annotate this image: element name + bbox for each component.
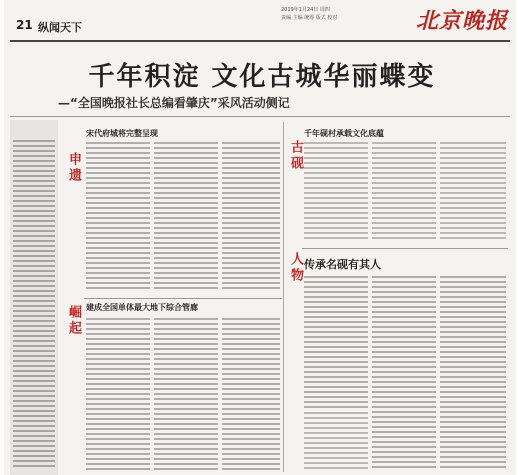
article-1-body-col-3 bbox=[222, 142, 280, 292]
article-4-title: 传承名砚有其人 bbox=[304, 258, 381, 271]
article-4-body-col-1 bbox=[304, 276, 368, 408]
staff-credits: 责编 主编 统筹 版式 校对 bbox=[281, 15, 338, 21]
headline-rule bbox=[10, 116, 510, 117]
label-jueqi: 崛起 bbox=[66, 305, 81, 337]
article-1-title: 宋代府城将完整呈现 bbox=[86, 129, 158, 138]
masthead-logo: 北京晚报 bbox=[416, 8, 509, 34]
article-1-body-col-2 bbox=[154, 142, 218, 292]
article-3-body-col-1 bbox=[304, 142, 368, 242]
label-shenyi: 申遗 bbox=[66, 152, 81, 184]
article-2-title: 建成全国单体最大地下综合管廊 bbox=[86, 303, 198, 312]
label-guyan: 古砚 bbox=[288, 140, 303, 172]
article-4-body-col-3 bbox=[440, 276, 506, 470]
article-divider-1 bbox=[84, 298, 282, 299]
article-4-body-col-2 bbox=[372, 276, 436, 470]
article-4-body-col-1-end bbox=[304, 412, 368, 470]
label-renwu: 人物 bbox=[288, 252, 303, 284]
page-number: 21 bbox=[16, 18, 33, 32]
article-3-body-col-2 bbox=[372, 142, 436, 242]
newspaper-page bbox=[4, 0, 516, 475]
article-1-body-col-1 bbox=[86, 142, 150, 292]
article-3-title: 千年砚村承载文化底蕴 bbox=[304, 129, 384, 138]
article-2-body-col-3 bbox=[222, 318, 280, 470]
article-3-body-col-3 bbox=[440, 142, 506, 242]
main-headline: 千年积淀 文化古城华丽蝶变 bbox=[88, 62, 436, 92]
subheadline: —“全国晚报社长总编看肇庆”采风活动侧记 bbox=[58, 96, 290, 110]
issue-date: 2019年1月24日 周四 bbox=[281, 7, 330, 13]
article-2-body-col-2 bbox=[154, 318, 218, 470]
section-title: 纵闻天下 bbox=[38, 21, 82, 34]
article-2-body-col-1 bbox=[86, 318, 150, 470]
article-divider-2 bbox=[302, 248, 508, 249]
header-rule bbox=[10, 40, 510, 42]
sidebar-text bbox=[13, 140, 55, 470]
column-divider bbox=[283, 122, 284, 472]
page-header bbox=[4, 0, 516, 44]
